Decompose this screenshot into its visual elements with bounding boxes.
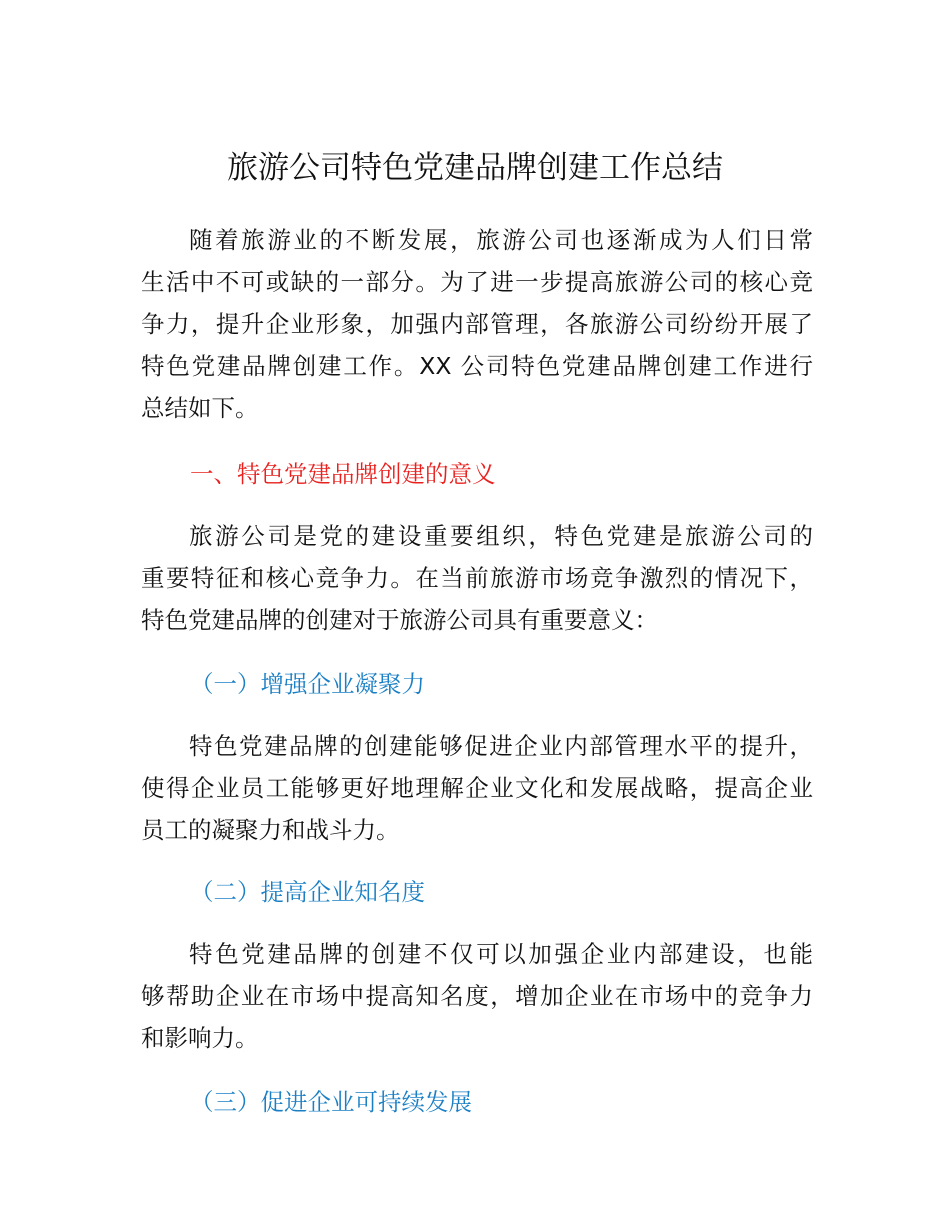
text-line: 特色党建品牌的创建能够促进企业内部管理水平的提升， [189,732,813,760]
text-line: 生活中不可或缺的一部分。为了进一步提高旅游公司的核心竞 [141,268,813,296]
cohesion-paragraph [141,725,813,851]
visibility-paragraph [141,933,813,1059]
text-line: 员工的凝聚力和战斗力。 [141,816,400,844]
text-line: 特色党建品牌的创建不仅可以加强企业内部建设，也能 [189,940,813,968]
document-title: 旅游公司特色党建品牌创建工作总结 [227,150,723,186]
text-line: 随着旅游业的不断发展，旅游公司也逐渐成为人们日常 [189,226,813,254]
text-line: 特色党建品牌的创建对于旅游公司具有重要意义： [141,606,658,634]
significance-paragraph [141,515,813,641]
text-line: 特色党建品牌创建工作。XX 公司特色党建品牌创建工作进行 [141,352,813,380]
sub-heading-cohesion: （一）增强企业凝聚力 [190,670,425,698]
section-heading-significance: 一、特色党建品牌创建的意义 [190,460,496,488]
sub-heading-visibility: （二）提高企业知名度 [190,878,425,906]
intro-paragraph [141,219,813,429]
text-line: 旅游公司是党的建设重要组织，特色党建是旅游公司的 [189,522,813,550]
text-line: 和影响力。 [141,1024,259,1052]
text-line: 争力，提升企业形象，加强内部管理，各旅游公司纷纷开展了 [141,310,813,338]
sub-heading-sustainability: （三）促进企业可持续发展 [190,1088,472,1116]
text-line: 总结如下。 [141,394,259,422]
text-line: 够帮助企业在市场中提高知名度，增加企业在市场中的竞争力 [141,982,813,1010]
text-line: 重要特征和核心竞争力。在当前旅游市场竞争激烈的情况下， [141,564,813,592]
text-line: 使得企业员工能够更好地理解企业文化和发展战略，提高企业 [141,774,813,802]
